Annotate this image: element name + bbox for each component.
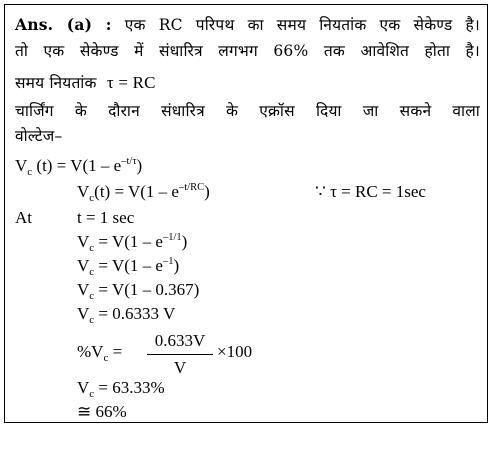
eq1-mid: (t) = V(1 – e xyxy=(32,156,122,175)
times-hundred: ×100 xyxy=(217,342,253,361)
eq6-lhs: V xyxy=(77,304,90,323)
equation-3 xyxy=(77,233,187,254)
eq6-rest: = 0.6333 V xyxy=(94,304,176,323)
eq1-exp: –t/τ xyxy=(121,156,137,167)
eq7-sub: c xyxy=(89,388,95,400)
eq5-lhs: V xyxy=(77,280,90,299)
eq2-sub: c xyxy=(89,192,95,204)
intro-line-1 xyxy=(15,17,480,34)
equation-4 xyxy=(77,257,179,278)
eq1-end: ) xyxy=(136,156,143,175)
eq3-lhs: V xyxy=(77,232,90,251)
because-note: ∵ τ = RC = 1sec xyxy=(315,182,426,201)
fraction-denominator: V xyxy=(173,358,187,377)
eq4-mid: = V(1 – e xyxy=(94,256,163,275)
percent-fraction xyxy=(145,331,215,378)
eq2-end: ) xyxy=(204,182,210,201)
eq2-exp: –t/RC xyxy=(178,182,205,193)
equation-7 xyxy=(77,379,165,400)
intro-text-1: एक RC परिपथ का समय नियतांक एक सेकेण्ड है। xyxy=(124,16,480,34)
intro-line-2: तो एक सेकेण्ड में संधारित्र लगभग 66% तक आवेशित होता है। xyxy=(15,42,480,60)
eq7-rest: = 63.33% xyxy=(94,378,165,397)
eq2-lhs: V xyxy=(77,182,90,201)
answer-card xyxy=(4,4,488,423)
eq3-sub: c xyxy=(89,242,95,254)
eq5-sub: c xyxy=(89,290,95,302)
at-value: t = 1 sec xyxy=(77,208,135,227)
equation-2 xyxy=(77,183,210,204)
eq1-sub: c xyxy=(27,166,33,178)
eq4-lhs: V xyxy=(77,256,90,275)
eq4-end: ) xyxy=(173,256,180,275)
eq2-mid: (t) = V(1 – e xyxy=(94,182,179,201)
pct-sub: c xyxy=(103,352,109,364)
eq3-mid: = V(1 – e xyxy=(94,232,163,251)
time-constant-line xyxy=(15,74,156,92)
eq3-end: ) xyxy=(181,232,188,251)
pct-lhs: %V xyxy=(77,342,104,361)
at-label: At xyxy=(15,208,32,227)
charging-line-2: वोल्टेज– xyxy=(15,127,63,145)
equation-6 xyxy=(77,305,175,326)
eq4-sub: c xyxy=(89,266,95,278)
time-constant-label: समय नियतांक xyxy=(15,74,97,92)
answer-label: Ans. (a) : xyxy=(15,15,112,34)
equation-5 xyxy=(77,281,199,302)
equation-1 xyxy=(15,157,142,178)
eq5-rest: = V(1 – 0.367) xyxy=(94,280,200,299)
eq3-exp: –1/1 xyxy=(162,232,182,243)
pct-eq: = xyxy=(108,342,123,361)
eq6-sub: c xyxy=(89,314,95,326)
percent-lhs xyxy=(77,343,122,364)
fraction-numerator: 0.633V xyxy=(154,331,206,350)
eq7-lhs: V xyxy=(77,378,90,397)
time-constant-eq: τ = RC xyxy=(106,73,156,92)
eq4-exp: –1 xyxy=(162,256,174,267)
eq1-lhs: V xyxy=(15,156,28,175)
approx-result: ≅ 66% xyxy=(77,402,127,421)
charging-line-1: चार्जिंग के दौरान संधारित्र के एक्रॉस दिया जा सकने वाला xyxy=(15,102,480,120)
